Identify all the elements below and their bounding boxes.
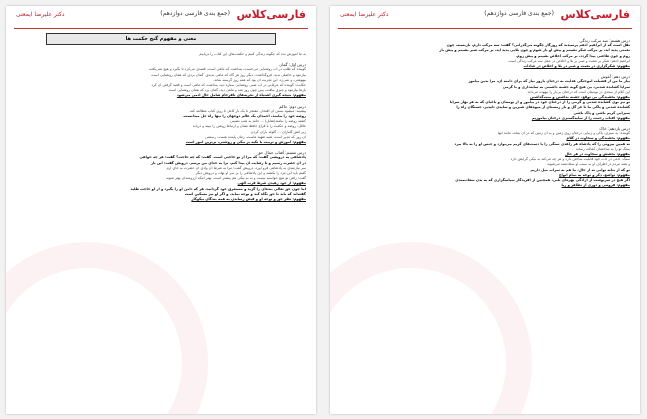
lesson-heading: درس دوم: حاکم [279, 103, 306, 109]
text-line: بیهوشی، و نمی‌زد. این تجربت آن بود که همه روز گرسنه بماند. [213, 77, 306, 82]
text-line: تو که از بتانه توانی نه از حال، ما هم به سراب میل داریم [530, 167, 630, 172]
text-line: و همه مردم در اطراف او به سبب او سعادتمند می‌شوند [547, 162, 630, 167]
text-line: گوینده: به سبزی، پاکی و زیبایی درختان روی زمین و به آن زمین که در آن بماند، مانند آنها [497, 131, 630, 136]
text-line: عاقل: روضه و حکمت را با فراغ حافظ نشان و ارتباط روشن را ببیند و دریابد [192, 124, 306, 129]
author-name: دکتر علیرضا ایمعتی [340, 11, 389, 18]
left-page [6, 6, 316, 414]
lesson-heading: درس هشتم: سه مرکب زندگی [579, 38, 630, 43]
text-line: گفته‌اند که باید تا حق نگاه کند و توجه نماید، و اگر او نیز مسکین است [184, 191, 306, 196]
section-title: معنی و مفهوم گنج حکمت ها [46, 33, 276, 45]
concept-line: مفهوم: نظر حق و توجه او و فیض رساندن به همه بندگان نیکوکار [191, 197, 306, 202]
text-line: سرایا کشانده شدنی، بی هیچ گونه جشنه داشتنی به سایه‌داری و با گرمی [502, 84, 630, 89]
left-page-content [6, 48, 316, 202]
brand-logo: فارسی‌کلاس [560, 8, 630, 21]
text-line: گفتم باید این مرد را بکشند و این پادشاهی را بر سر او نهاد، و درویش دیگر [195, 171, 306, 176]
text-line: گفت: رفتن تو هیچ خواسته نیست و نه به نیکی هم بیشتر است، بهتر اینکه آرزومندان بهتر شوند [166, 176, 306, 181]
text-line: پادشاهی به درویشی گفت: که مرا از تو حاجتی است. گفت: که چه حاجت؟ گفت: هر چه خواهی [139, 155, 306, 160]
subject-subtitle: (جمع بندی فارسی دوازدهم) [484, 10, 554, 17]
text-line: آن روز که مدیر است، شبه شهید ماست، زمان پاینده هست، رستمی [205, 134, 306, 139]
page-header [14, 6, 308, 29]
text-line: بیازمود و حاصلی ندید. فروگذاشت. دیگر روز هر گاه که ماهی بدیدی، گمان بردی که همان روشنایی است [151, 72, 306, 77]
lesson-heading: درس ششم: آفتاب جمال حق [257, 150, 306, 156]
text-line: سیرابی کریم باشی و پاک باشی [573, 110, 630, 115]
watermark-logo [6, 242, 208, 414]
text-line: زیر آتش گلباران ... گلوله باران کردن [250, 129, 306, 134]
text-line: این کلام از سعدی در بوستان است که درختان بی‌بار را بیهوده می‌داند [527, 89, 630, 94]
text-line: روم و چون طاعتی پیدا گردد، بر مرکب اخلاص نشینم و پیش روم. [515, 53, 630, 58]
concept-line: مفهوم: بخشندگی و سخاوت در کلام [566, 136, 630, 141]
page-header [338, 6, 632, 29]
text-line: نیاز ما من از فضیلت آموختگی هدایت به درختان باروز نیاز که برای دامنه آن، مرا بدین بیاموز [468, 79, 630, 84]
text-line: ابراهیم ادهم: شکر بر نعمت و صبر بر بلا و اخلاص در عمل سه مرکب زندگی است [508, 58, 630, 63]
right-page-content [330, 29, 640, 188]
text-line: کشانده شدنی و پاکی ما تا عر گل و بار زمستان از میوه‌های شیرین و سایه‌ی دلپذیر، خستگان راه را [456, 105, 630, 110]
text-line: به ما آموزش بده که چگونه زندگی کنیم و حکمت‌های این کتاب را دریابیم [199, 52, 306, 56]
text-line: سنگ: آدمی در ذات خود قابلیت ساختن دارد و هر چه می‌کند به نیکی گرایش دارد [510, 157, 630, 162]
text-line: گوینده که طلب در آب روشنایی می‌جست، پنداشت که ماهی است، قصدی می‌کرد تا بگیرد و هیچ نمی‌یافت [148, 67, 306, 72]
concept-line: مفهوم: آفتاب رحمت را از سایه‌گستری درختان بیاموزیم [531, 115, 630, 120]
watermark-logo [330, 242, 532, 414]
text-line: در آن حضرت رسیم و تا رضایت آن پیدا کنم، ترا به خدای من برسم. درویش گفت: این بار [150, 160, 306, 165]
text-line: سر نیازمندی به پادشاهی فرو آورد، درویش گفت: مرا به شرط آن وادی آن حضرت به جای آرم [166, 165, 306, 170]
concept-line: مفهوم: شکرگزاری در نعمت و صبر در بلا و اخلاص در عبادات [523, 64, 630, 69]
concept-line: مفهوم: آموزش و تربیت با تکیه بر نیکی و روشنی، برترین امور است [185, 140, 306, 145]
lesson-heading: درس اول: گمان [279, 62, 306, 68]
lesson-heading: درس یازدهم: خاک [599, 126, 630, 132]
author-name: دکتر علیرضا ایمعتی [16, 11, 65, 18]
brand-logo: فارسی‌کلاس [236, 8, 306, 21]
text-line: اما چون حق تعالی بنده‌ای را گزید و مستغرق خود گردانید، هر که دامن او را بگیرد و از او حاجت طلبد [130, 186, 306, 191]
concept-line: مفهوم: تواضع، ذکر و توجه به تمام انواع [559, 172, 630, 177]
concept-line: مفهوم: بخشش و سخاوت در هر حال [565, 152, 630, 157]
concept-line: مفهوم: نتیجه گیری اشتباه از تجربه‌های نافرجام شامل حال آدمی می‌شود [176, 93, 306, 98]
lesson-heading: درس دهم: آغوش [600, 74, 630, 80]
text-line: کشته روضه را بنامند(تقابل) ... جانم به شب نشینی [230, 119, 306, 124]
text-line: نقل است که از ابراهیم ادهم پرسیدند که روزگار چگونه می‌گذرانی؟ گفت: سه مرکب دارم، بازبسته، چون [446, 43, 630, 48]
text-line: تو نیز بوی کشانده شدنی و گرمی را از درختان خود در بیاموز و از بوستان و باغبان که به هر بهار سرایا [449, 100, 630, 105]
text-line: حکایت: گوینده که مرغابی در آب شبی روشنایی ستاره دید، پنداشت که ماهی است و قصد گرفتن آن کرد [151, 83, 306, 88]
text-line: روضه خود را بنامند، احمدان یک عالم دوجهان را تنها راه حل میدانست. [182, 114, 306, 119]
concept-line: مفهوم: فروتنی و دوری از تظاهر و ریا [561, 183, 630, 188]
text-line: اگر هیچ در سرنوشت از آزادگی بهره‌ای یابی، همچنین از آفریدگار سپاسگزاری که به بدن سعادتمندی [455, 178, 630, 183]
text-line: نه همین بیرونی را که پادشاه هر زاهدی سنگی را با دست‌های کریم می‌نوازد و جنس او را به بالا ببرد [454, 141, 630, 146]
right-page [330, 6, 640, 414]
concept-line: مفهوم: از خود رهیدن شرط قرب الهی [237, 181, 306, 186]
subject-subtitle: (جمع بندی فارسی دوازدهم) [160, 10, 230, 17]
text-line: بارها بیازمود و چیزی نیافت، پس چون روز شد و ماهی دید، گمان برد که همان روشنایی است [168, 88, 306, 93]
concept-line: مفهوم: بخشندگی بی توقع، جشنه نداشتن و منت‌گذاشتن [529, 95, 630, 100]
text-line: سنگ تو را به ساختمان کمالت رساند [575, 146, 630, 151]
text-line: پیشینه: میشود بستن آن افتخار، مفتخر تا یک بار کامل تا روی کتاب مطالعه کند. [189, 108, 306, 113]
text-line: نعمتی پدید آید، بر مرکب شکر نشینم و پیش او باز شوم و چون بلایی پدید آید، بر مرکب صبر نشینم و پیش باز [439, 48, 630, 53]
